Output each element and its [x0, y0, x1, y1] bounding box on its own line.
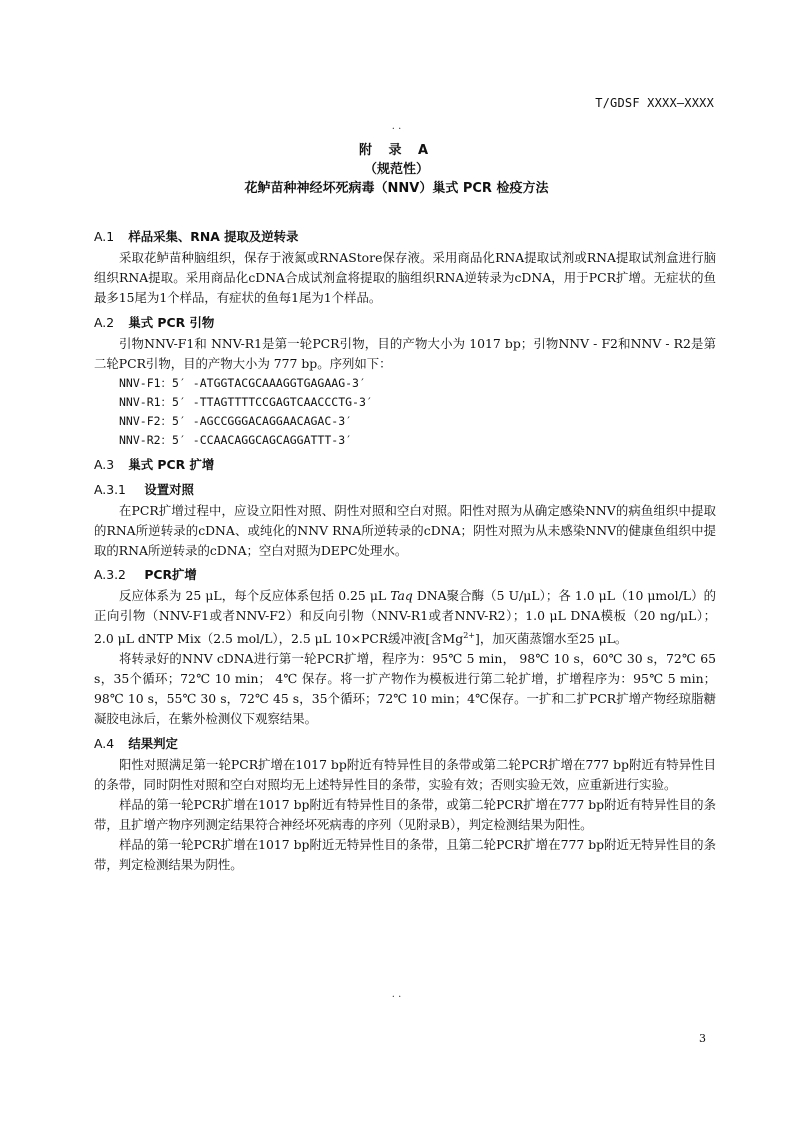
- appendix-title: 附 录 A: [358, 143, 435, 158]
- section-a3-1-heading: [94, 479, 716, 501]
- superscript: 2+: [463, 631, 475, 640]
- section-number: A.2: [94, 315, 115, 330]
- text-run: DNA聚合酶（5 U/μL）；各 1.0 μL（10 μmol/L）的正向引物（NNV-F1或者NNV-F2）和反向引物（NNV-R1或者NNV-R2）；1.0 μL DNA模板（20 ng/μL）；2.0 μL dNTP Mix（2.5 mol/L），2.5 μL 10×PCR缓冲液[含Mg: [94, 588, 716, 647]
- taq-italic: Taq: [390, 588, 413, 603]
- section-a1-paragraph: 采取花鲈苗种脑组织，保存于液氮或RNAStore保存液。采用商品化RNA提取试剂或RNA提取试剂盒进行脑组织RNA提取。采用商品化cDNA合成试剂盒将提取的脑组织RNA逆转录为cDNA，用于PCR扩增。无症状的鱼最多15尾为1个样品，有症状的鱼每1尾为1个样品。: [94, 250, 716, 305]
- section-title: 巢式 PCR 扩增: [128, 457, 215, 472]
- section-number: A.1: [94, 229, 115, 244]
- decorative-dots-bottom: . .: [391, 989, 402, 1000]
- decorative-dots-top: . .: [391, 121, 402, 132]
- section-a3-2-paragraph-2: 将转录好的NNV cDNA进行第一轮PCR扩增，程序为：95℃ 5 min， 98℃ 10 s，60℃ 30 s，72℃ 65 s，35个循环；72℃ 10 min； 4℃ 保存。将一扩产物作为模板进行第二轮扩增，扩增程序为：95℃ 5 min；98℃ 10 s，55℃ 30 s，72℃ 45 s，35个循环；72℃ 10 min；4℃保存。一扩和二扩PCR扩增产物经琼脂糖凝胶电泳后，在紫外检测仪下观察结果。: [94, 651, 716, 727]
- subsection-number: A.3.2: [94, 567, 126, 582]
- section-a4-paragraph-1: 阳性对照满足第一轮PCR扩增在1017 bp附近有特异性目的条带或第二轮PCR扩增在777 bp附近有特异性目的条带，同时阴性对照和空白对照均无上述特异性目的条带，实验有效；否则实验无效，应重新进行实验。: [94, 757, 716, 793]
- section-a3-1-paragraph: 在PCR扩增过程中，应设立阳性对照、阴性对照和空白对照。阳性对照为从确定感染NNV的病鱼组织中提取的RNA所逆转录的cDNA、或纯化的NNV RNA所逆转录的cDNA；阴性对照为从未感染NNV的健康鱼组织中提取的RNA所逆转录的cDNA；空白对照为DEPC处理水。: [94, 503, 716, 558]
- section-a3-heading: [94, 454, 716, 476]
- section-a3-2-heading: [94, 564, 716, 586]
- section-a4-paragraph-2: 样品的第一轮PCR扩增在1017 bp附近有特异性目的条带，或第二轮PCR扩增在777 bp附近有特异性目的条带，且扩增产物序列测定结果符合神经坏死病毒的序列（见附录B），判定检测结果为阳性。: [94, 797, 716, 833]
- primer-sequence: NNV-F2：5′ -AGCCGGGACAGGAACAGAC-3′: [119, 414, 353, 428]
- section-a2-heading: [94, 312, 716, 334]
- primer-sequence: NNV-R1：5′ -TTAGTTTTCCGAGTCAACCCTG-3′: [119, 395, 373, 409]
- section-a2-paragraph: 引物NNV-F1和 NNV-R1是第一轮PCR引物，目的产物大小为 1017 bp；引物NNV - F2和NNV - R2是第二轮PCR引物，目的产物大小为 777 bp。序列如下：: [94, 336, 716, 371]
- subsection-title: 设置对照: [144, 482, 194, 497]
- text-run: 反应体系为 25 μL，每个反应体系包括 0.25 μL: [119, 588, 391, 603]
- text-run: ]，加灭菌蒸馏水至25 μL。: [474, 631, 628, 647]
- section-a1-heading: [94, 226, 716, 248]
- subsection-number: A.3.1: [94, 482, 126, 497]
- primer-sequence: NNV-F1：5′ -ATGGTACGCAAAGGTGAGAAG-3′: [119, 376, 366, 390]
- page-number: 3: [699, 1032, 706, 1045]
- primer-sequence: NNV-R2：5′ -CCAACAGGCAGCAGGATTT-3′: [119, 433, 353, 447]
- subsection-title: PCR扩增: [144, 567, 197, 582]
- standard-code: T/GDSF XXXX—XXXX: [595, 96, 714, 110]
- appendix-subtitle: （规范性）: [363, 162, 429, 177]
- document-body: [94, 226, 716, 875]
- section-title: 巢式 PCR 引物: [128, 315, 215, 330]
- section-number: A.4: [94, 736, 115, 752]
- section-number: A.3: [94, 457, 115, 472]
- section-title: 样品采集、RNA 提取及逆转录: [128, 229, 299, 244]
- section-a4-paragraph-3: 样品的第一轮PCR扩增在1017 bp附近无特异性目的条带，且第二轮PCR扩增在777 bp附近无特异性目的条带，判定检测结果为阴性。: [94, 837, 716, 873]
- section-title: 结果判定: [128, 736, 178, 752]
- section-a3-2-paragraph-1: [94, 586, 716, 649]
- section-a4-heading: [94, 733, 716, 755]
- appendix-name: 花鲈苗种神经坏死病毒（NNV）巢式 PCR 检疫方法: [244, 181, 549, 196]
